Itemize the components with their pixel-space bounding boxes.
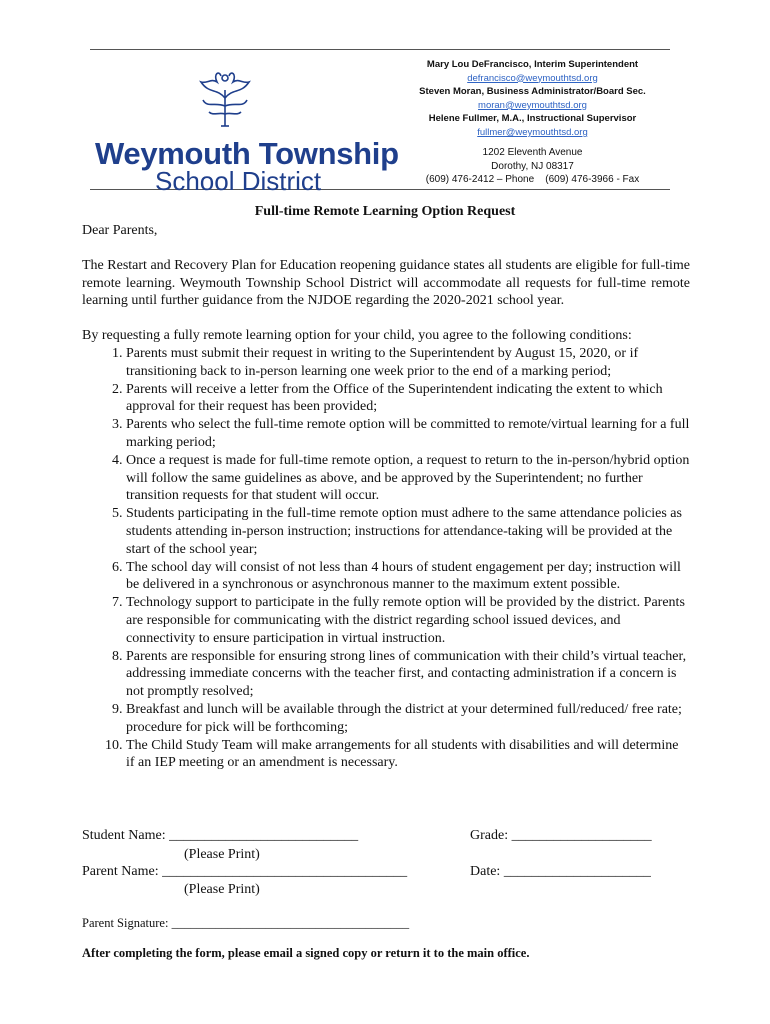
staff-email-link[interactable]: moran@weymouthtsd.org bbox=[478, 99, 587, 111]
condition-item: 4. Once a request is made for full-time remote option, a request to return to the in-person/hybrid option will follow the same guidelines as above, and be approved by the Superintendent; no further transition requests for that student will occur. bbox=[126, 452, 690, 505]
staff-email-link[interactable]: defrancisco@weymouthtsd.org bbox=[467, 72, 598, 84]
condition-item: 1. Parents must submit their request in writing to the Superintendent by August 15, 2020, or if transitioning back to in-person learning one week prior to the end of a marking period; bbox=[126, 345, 690, 381]
conditions-list bbox=[82, 345, 690, 772]
letter-body bbox=[82, 222, 690, 772]
condition-item: 10. The Child Study Team will make arrangements for all students with disabilities and will determine if an IEP meeting or an amendment is necessary. bbox=[126, 737, 690, 773]
address-line: 1202 Eleventh Avenue bbox=[482, 147, 583, 158]
condition-item: 8. Parents are responsible for ensuring strong lines of communication with their child’s virtual teacher, addressing immediate concerns with the teacher first, and contacting administration if a concern is not promptly resolved; bbox=[126, 648, 690, 701]
address-line: Dorothy, NJ 08317 bbox=[491, 160, 574, 172]
logo-district-subtitle: School District bbox=[155, 166, 322, 196]
condition-item: 2. Parents will receive a letter from the Office of the Superintendent indicating the extent to which approval for their request has been provided; bbox=[126, 381, 690, 417]
condition-item: 3. Parents who select the full-time remote option will be committed to remote/virtual learning for a full marking period; bbox=[126, 416, 690, 452]
staff-name: Steven Moran, Business Administrator/Board Sec. bbox=[419, 86, 646, 98]
staff-name: Helene Fullmer, M.A., Instructional Supervisor bbox=[428, 113, 637, 125]
parent-signature-field[interactable]: Parent Signature: ______________________________________ bbox=[82, 916, 410, 930]
top-rule bbox=[90, 49, 670, 50]
salutation: Dear Parents, bbox=[82, 223, 158, 238]
date-field[interactable]: Date: _____________________ bbox=[470, 864, 651, 879]
staff-name: Mary Lou DeFrancisco, Interim Superintendent bbox=[426, 59, 639, 70]
condition-item: 6. The school day will consist of not less than 4 hours of student engagement per day; instruction will be delivered in a synchronous or asynchronous manner to the maximum extent possible. bbox=[126, 559, 690, 595]
parent-name-field[interactable]: Parent Name: ___________________________________ bbox=[82, 864, 408, 879]
condition-item: 5. Students participating in the full-time remote option must adhere to the same attendance policies as students attending in-person instruction; instructions for attendance-taking will be provided at the start of the school year; bbox=[126, 505, 690, 558]
wings-crest-icon bbox=[195, 64, 255, 132]
staff-contacts bbox=[380, 58, 685, 140]
staff-email-link[interactable]: fullmer@weymouthtsd.org bbox=[477, 126, 588, 138]
condition-item: 7. Technology support to participate in the fully remote option will be provided by the district. Parents are responsible for communicating with the district regarding school issued devices, and connectivity to ensure participation in virtual instruction. bbox=[126, 594, 690, 647]
closing-instruction: After completing the form, please email a signed copy or return it to the main office. bbox=[82, 946, 530, 960]
intro-paragraph: The Restart and Recovery Plan for Education reopening guidance states all students are eligible for full-time remote learning. Weymouth Township School District will accommodate all requests for full-time remote learning until further guidance from the NJDOE regarding the 2020-2021 school year. bbox=[82, 257, 690, 309]
logo-district-name: Weymouth Township bbox=[95, 136, 399, 171]
grade-field[interactable]: Grade: ____________________ bbox=[470, 828, 652, 843]
district-logo bbox=[95, 64, 399, 196]
phone-fax: (609) 476-2412 – Phone (609) 476-3966 - Fax bbox=[425, 174, 640, 186]
condition-item: 9. Breakfast and lunch will be available through the district at your determined full/reduced/ free rate; procedure for pick will be forthcoming; bbox=[126, 701, 690, 737]
please-print-note: (Please Print) bbox=[184, 882, 260, 897]
conditions-intro: By requesting a fully remote learning option for your child, you agree to the following conditions: bbox=[82, 328, 632, 344]
student-name-field[interactable]: Student Name: ___________________________ bbox=[82, 828, 359, 843]
district-address bbox=[380, 146, 685, 187]
document-title: Full-time Remote Learning Option Request bbox=[254, 204, 516, 219]
please-print-note: (Please Print) bbox=[184, 847, 260, 862]
